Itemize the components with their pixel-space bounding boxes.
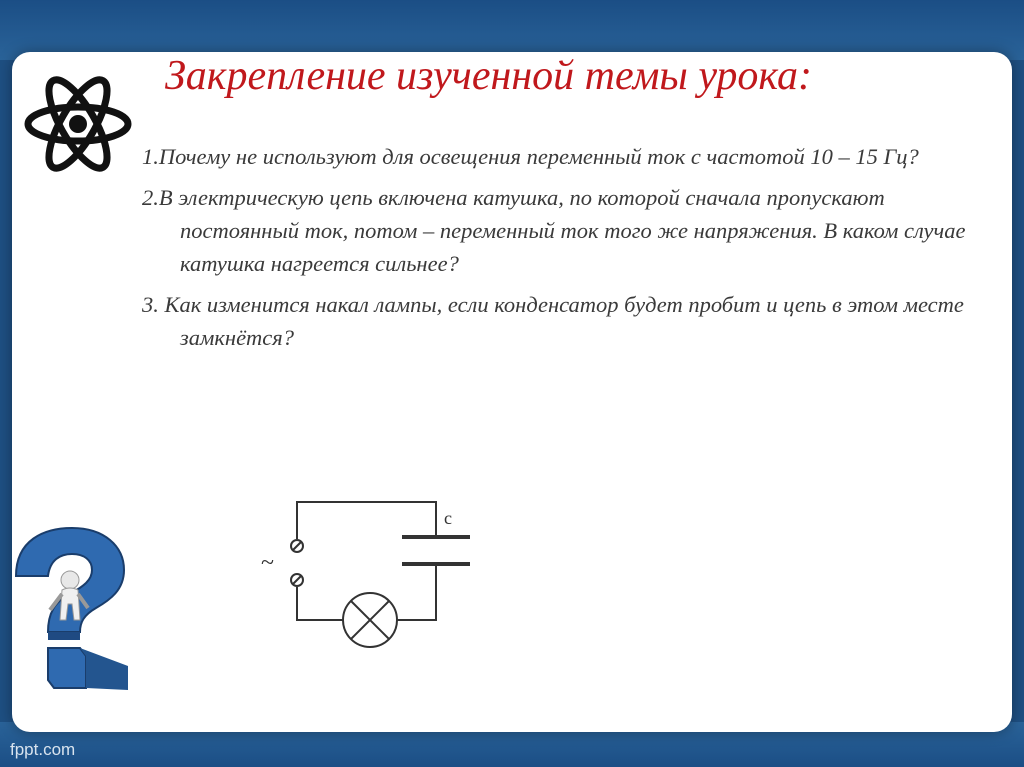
question-3: 3. Как изменится накал лампы, если конденсатор будет пробит и цепь в этом месте замкнётся?: [142, 292, 964, 350]
circuit-diagram: [255, 490, 485, 650]
question-dot: [48, 648, 86, 688]
question-mark-figure-icon: [8, 528, 133, 713]
brand-label: fppt.com: [10, 740, 76, 759]
wire-bottom: [297, 587, 343, 620]
top-band: [0, 0, 1024, 60]
capacitor-label: с: [444, 508, 452, 528]
question-list: [142, 140, 992, 362]
question-2: 2.В электрическую цепь включена катушка, по которой сначала пропускают постоянный ток, потом – переменный ток того же напряжения. В каком случае катушка нагреется сильнее?: [142, 185, 966, 276]
wire-right: [397, 564, 436, 620]
source-symbol: ~: [261, 550, 274, 576]
wire-top: [297, 502, 436, 539]
question-1: 1.Почему не используют для освещения переменный ток с частотой 10 – 15 Гц?: [142, 144, 919, 169]
atom-icon: [22, 68, 134, 180]
lamp-icon: [343, 593, 397, 647]
slide-title: Закрепление изученной темы урока:: [165, 53, 813, 99]
